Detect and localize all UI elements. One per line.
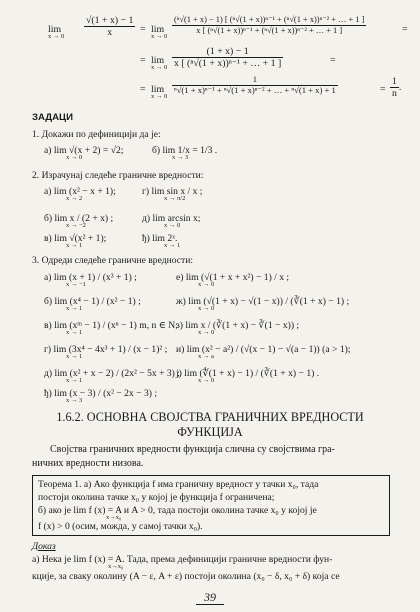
task1-text: 1. Докажи по дефиницији да је:	[32, 129, 161, 140]
task2-item-d: д) lim arcsin x; x → 0	[142, 213, 201, 229]
proof-line1: а) Нека је lim f (x) = A. Тада, према дефиницији граничне вредности фун- x→x₀	[32, 554, 333, 570]
section-intro-line2: ничних вредности низова.	[32, 458, 144, 469]
task3-item-v: в) lim (xᵐ − 1) / (xⁿ − 1) m, n ∈ N; x → 1	[44, 320, 178, 336]
task2-item-v: в) lim √(x² + 1); x → 1	[44, 233, 107, 249]
proof-line2: кције, за сваку околину (A − ε, A + ε) постоји околина (x₀ − δ, x₀ + δ) која се	[32, 571, 340, 582]
deriv-eq-5: =	[140, 84, 146, 95]
deriv-line3-fraction: $\frac{1}{\text{ⁿ√(1 + x)ⁿ⁻¹ + ⁿ√(1 + x)ⁿ⁻² + … + ⁿ√(1 + x) + 1}}$	[174, 74, 336, 95]
deriv-lhs-fraction: $\frac{√(1 + x) - 1}{x}$	[86, 15, 134, 39]
deriv-eq-6: =	[380, 84, 386, 95]
deriv-eq-1: =	[140, 24, 146, 35]
task3-item-a: а) lim (x + 1) / (x³ + 1) ; x → −1	[44, 272, 137, 288]
task3-item-b: б) lim (x⁴ − 1) / (x² − 1) ; x → 1	[44, 296, 141, 312]
task1-b: б) lim 1/x = 1/3 . x → 3	[152, 145, 218, 161]
task3-item-d: д) lim (x² + x − 2) / (2x² − 5x + 3) ; x → 1	[44, 368, 180, 384]
task2-item-a: а) lim (x² − x + 1); x → 2	[44, 186, 116, 202]
task2-item-b: б) lim x / (2 + x) ; x → −2	[44, 213, 114, 229]
theorem-line4: f (x) > 0 (осим, можда, у самој тачки x₀).	[38, 521, 203, 532]
task2-item-g: г) lim sin x / x ; x → π/2	[142, 186, 203, 202]
task3-item-zh: ж) lim (√(1 + x) − √(1 − x)) / (∛(1 + x) − 1) ; x → 0	[176, 296, 350, 312]
deriv-eq-4: =	[330, 55, 336, 66]
section-intro-line1: Својства граничних вредности функција слична су својствима гра-	[50, 444, 335, 455]
task2-item-dj: ђ) lim 2ˣ. x → 1	[142, 233, 181, 249]
task3-item-dj: ђ) lim (x − 3) / (x² − 2x − 3) ; x → 3	[44, 388, 158, 404]
task3-item-i: и) lim (x² − a²) / (√(x − 1) − √(a − 1)) (a > 1); x → a	[176, 344, 351, 360]
page-number: 39	[204, 590, 216, 604]
task2-text: 2. Израчунај следеће граничне вредности:	[32, 170, 204, 181]
task3-item-j: ј) lim (∜(1 + x) − 1) / (∛(1 + x) − 1) . x → 0	[176, 368, 320, 384]
deriv-line2-fraction: $\frac{(1 + x) - 1}{\text{x [ (ⁿ√(1 + x))ⁿ⁻¹ + … + 1 ]}}$	[174, 46, 282, 70]
section-title-line2: ФУНКЦИЈА	[177, 425, 243, 439]
deriv-eq-3: =	[140, 55, 146, 66]
task1-a: а) lim √(x + 2) = √2; x → 0	[44, 145, 124, 161]
deriv-lim-3: lim x → 0	[151, 55, 168, 71]
proof-heading: Доказ	[32, 541, 56, 552]
deriv-rhs-fraction: $\frac{\text{(ⁿ√(1 + x) − 1) [ (ⁿ√(1 + x))ⁿ⁻¹ + (ⁿ√(1 + x))ⁿ⁻² + … + 1 ]}}{\text{x [ (ⁿ√(1 + x))ⁿ⁻¹ + (ⁿ√(1 + x))ⁿ⁻² + … + 1 ]}}$	[174, 15, 365, 35]
deriv-result: $\frac{1}{n}$ .	[392, 76, 402, 100]
theorem-line1: Теорема 1. а) Ако функција f има граничну вредност у тачки x₀, тада	[38, 479, 319, 490]
deriv-eq-2: =	[402, 24, 408, 35]
deriv-lim-1: lim x → 0	[48, 24, 65, 40]
tasks-heading: ЗАДАЦИ	[32, 112, 73, 123]
deriv-lim-4: lim x → 0	[151, 84, 168, 100]
page-number-underline	[196, 604, 224, 605]
task3-item-e: е) lim (√(1 + x + x²) − 1) / x ; x → 0	[176, 272, 290, 288]
task3-item-z: з) lim x / (∛(1 + x) − ∛(1 − x)) ; x → 0	[176, 320, 300, 336]
task3-item-g: г) lim (3x⁴ − 4x³ + 1) / (x − 1)² ; x → 1	[44, 344, 168, 360]
deriv-lim-2: lim x → 0	[151, 24, 168, 40]
theorem-line3: б) ако је lim f (x) = A и A > 0, тада постоји околина тачке x₀ у којој је x→x₀	[38, 505, 317, 521]
theorem-line2: постоји околина тачке x₀ у којој је функција f ограничена;	[38, 492, 275, 503]
task3-text: 3. Одреди следеће граничне вредности:	[32, 255, 194, 266]
section-title-line1: 1.6.2. ОСНОВНА СВОЈСТВА ГРАНИЧНИХ ВРЕДНОСТИ	[56, 410, 364, 424]
